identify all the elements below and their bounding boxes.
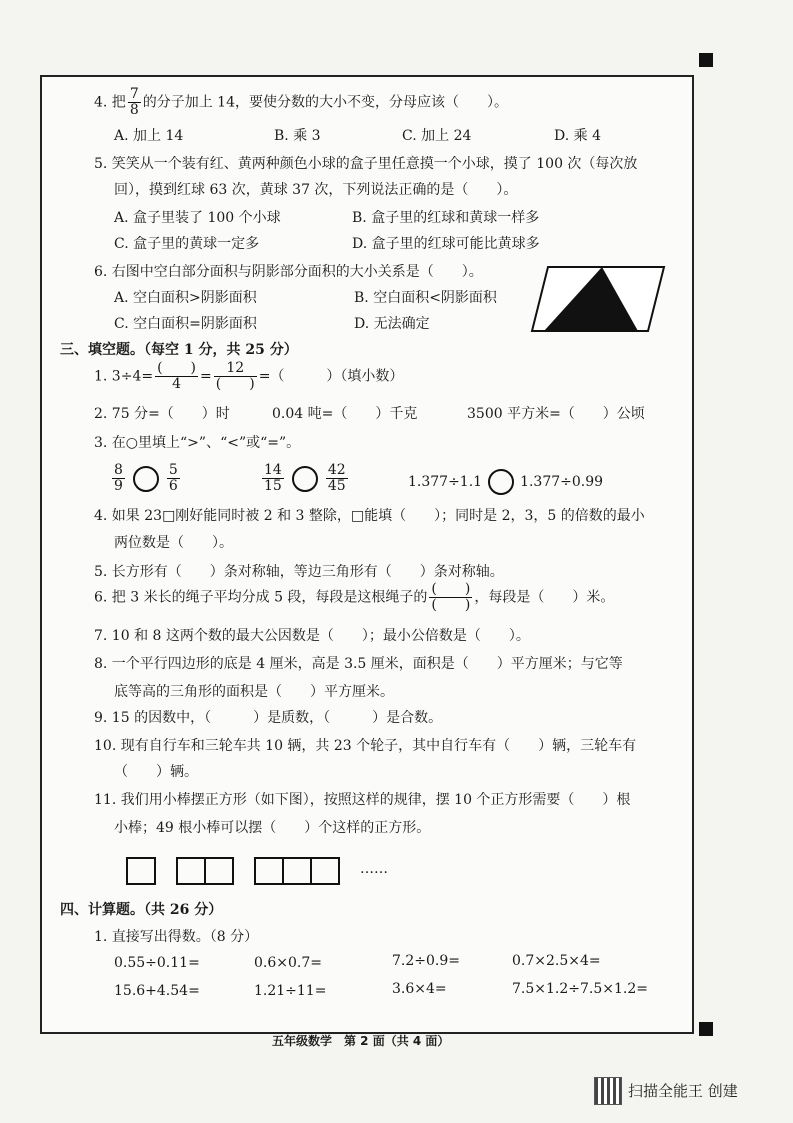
q6-option-a[interactable]: A. 空白面积>阴影面积 [114,290,257,306]
stick-square-2 [176,857,234,885]
fill-1: 1. 3÷4= $\frac{( )}{4}$ = $\frac{12}{( )}$ =（ ）（填小数） [94,360,404,392]
fill-3-compare-3: 1.377÷1.1 1.377÷0.99 [408,469,603,495]
calc-item: 15.6+4.54= [114,983,200,999]
q5-option-d[interactable]: D. 盒子里的红球可能比黄球多 [352,236,540,252]
compare-circle[interactable] [133,466,159,492]
calc-item: 0.6×0.7= [254,955,322,971]
q4-post: 的分子加上 14，要使分数的大小不变，分母应该（ ）。 [142,94,508,111]
fill-3-compare-2: $\frac{14}{15}$ $\frac{42}{45}$ [264,462,346,494]
compare-circle[interactable] [488,469,514,495]
fill-4-line2: 两位数是（ ）。 [114,535,233,551]
q6-stem: 6. 右图中空白部分面积与阴影部分面积的大小关系是（ ）。 [94,264,483,280]
page-footer: 五年级数学 第 2 面（共 4 面） [272,1034,450,1048]
q5-line2: 回），摸到红球 63 次，黄球 37 次，下列说法正确的是（ ）。 [114,182,518,198]
sequence-ellipsis: …… [360,861,388,877]
q4-option-d[interactable]: D. 乘 4 [554,128,601,144]
fill-2b: 0.04 吨=（ ）千克 [272,406,418,422]
scanner-watermark: 扫描全能王 创建 [628,1082,738,1100]
exam-page [40,75,694,1034]
q6-option-d[interactable]: D. 无法确定 [354,316,430,332]
q4-pre: 4. 把 [94,94,126,111]
fill-8-line2: 底等高的三角形的面积是（ ）平方厘米。 [114,684,394,700]
calc-item: 0.7×2.5×4= [512,953,601,969]
q5-option-c[interactable]: C. 盒子里的黄球一定多 [114,236,260,252]
stick-square-3 [254,857,340,885]
fill-2c: 3500 平方米=（ ）公顷 [467,406,645,422]
q5-line1: 5. 笑笑从一个装有红、黄两种颜色小球的盒子里任意摸一个小球，摸了 100 次（每次放 [94,156,638,172]
parallelogram-figure [530,265,666,335]
fill-3-stem: 3. 在○里填上“>”、“<”或“=”。 [94,435,301,451]
fill-7: 7. 10 和 8 这两个数的最大公因数是（ ）；最小公倍数是（ ）。 [94,628,530,644]
fill-4-line1: 4. 如果 23□刚好能同时被 2 和 3 整除，□能填（ ）；同时是 2，3，5 的倍数的最小 [94,508,645,524]
fill-9: 9. 15 的因数中，（ ）是质数，（ ）是合数。 [94,710,443,726]
q5-option-b[interactable]: B. 盒子里的红球和黄球一样多 [352,210,540,226]
fill-10-line1: 10. 现有自行车和三轮车共 10 辆，共 23 个轮子，其中自行车有（ ）辆，三轮车有 [94,738,637,754]
stick-square-1 [126,857,156,885]
fill-11-line2: 小棒；49 根小棒可以摆（ ）个这样的正方形。 [114,820,431,836]
section-3-title: 三、填空题。（每空 1 分，共 25 分） [60,342,298,358]
fill-8-line1: 8. 一个平行四边形的底是 4 厘米，高是 3.5 厘米，面积是（ ）平方厘米；与它等 [94,656,623,672]
q4-option-a[interactable]: A. 加上 14 [114,128,184,144]
fill-3-compare-1: $\frac{8}{9}$ $\frac{5}{6}$ [114,462,178,494]
fill-10-line2: （ ）辆。 [114,764,198,780]
q5-option-a[interactable]: A. 盒子里装了 100 个小球 [114,210,281,226]
q6-option-b[interactable]: B. 空白面积<阴影面积 [354,290,497,306]
q4-stem [94,87,508,118]
corner-mark-bottom [699,1022,713,1036]
q4-option-b[interactable]: B. 乘 3 [274,128,321,144]
corner-mark-top [699,53,713,67]
fill-6: 6. 把 3 米长的绳子平均分成 5 段，每段是这根绳子的 $\frac{( )}{( )}$ ，每段是（ ）米。 [94,581,615,613]
fill-2a: 2. 75 分=（ ）时 [94,406,230,422]
calc-item: 7.2÷0.9= [392,953,460,969]
calc-item: 3.6×4= [392,981,447,997]
calc-item: 1.21÷11= [254,983,327,999]
calc-item: 7.5×1.2÷7.5×1.2= [512,981,648,997]
q4-fraction: $\frac{7}{8}$ [129,86,139,118]
qr-code-icon [594,1077,622,1105]
fill-5: 5. 长方形有（ ）条对称轴，等边三角形有（ ）条对称轴。 [94,564,504,580]
fill-11-line1: 11. 我们用小棒摆正方形（如下图），按照这样的规律，摆 10 个正方形需要（ ）根 [94,792,631,808]
calc-subtitle: 1. 直接写出得数。（8 分） [94,929,259,945]
section-4-title: 四、计算题。（共 26 分） [60,902,223,918]
calc-item: 0.55÷0.11= [114,955,200,971]
compare-circle[interactable] [292,466,318,492]
q4-option-c[interactable]: C. 加上 24 [402,128,472,144]
q6-option-c[interactable]: C. 空白面积=阴影面积 [114,316,257,332]
